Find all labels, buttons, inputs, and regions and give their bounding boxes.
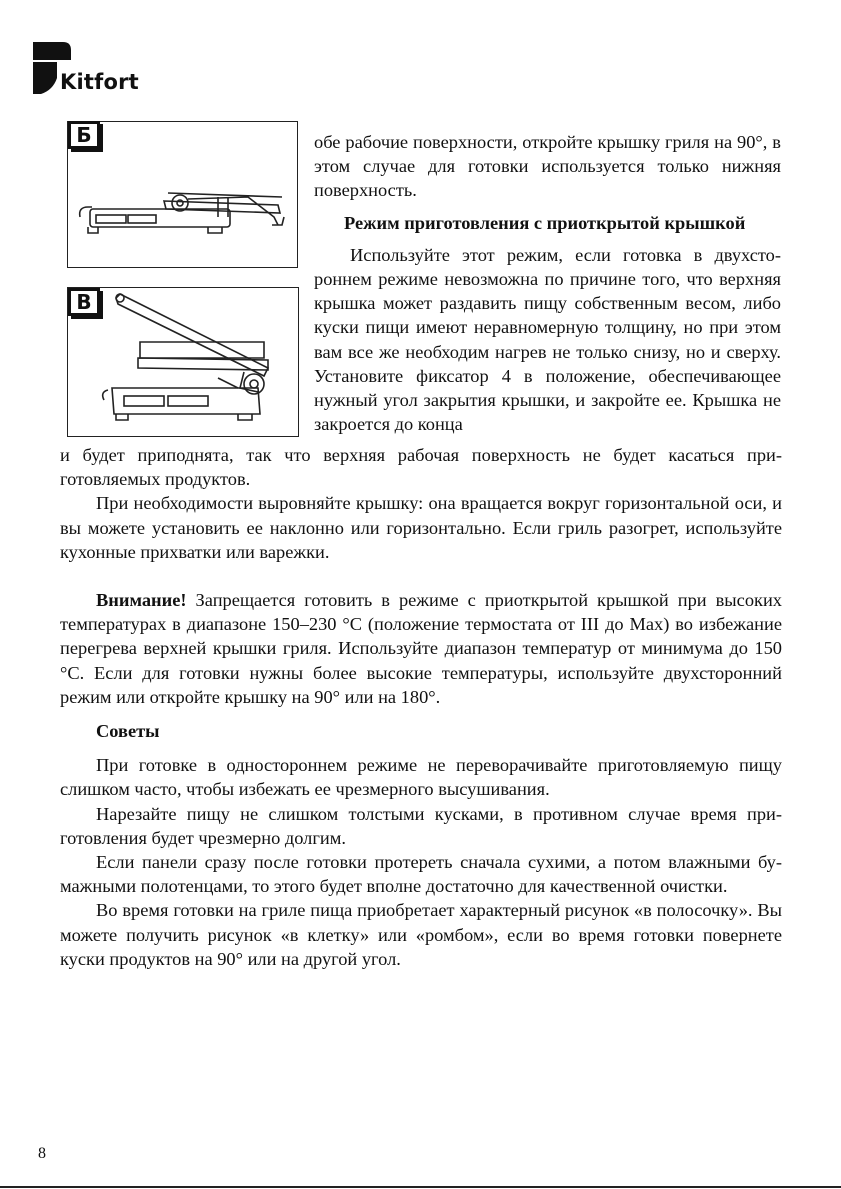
grill-half-open-illustration xyxy=(68,288,298,436)
bottom-rule xyxy=(0,1186,841,1188)
tip-4: Во время готовки на гриле пища приобретает характерный рисунок «в полосочку». Вы можете получить рисунок «в клетку» или «ромбом», если во время готовки повернете куски продуктов на 90° или на другой угол. xyxy=(60,900,782,969)
warning-paragraph xyxy=(60,588,782,709)
full-width-text xyxy=(60,443,782,971)
tip-3: Если панели сразу после готовки протереть сначала сухими, а потом влажными бумажными полотенцами, то этого будет вполне достаточно для качественной очистки. xyxy=(60,852,782,897)
section-heading: Режим приготовления с приоткрытой крышкой xyxy=(344,212,746,233)
paragraph-continuation: и будет приподнята, так что верхняя рабочая поверхность не будет касаться приготовляемых продуктов. xyxy=(60,445,782,490)
grill-open-flat-illustration xyxy=(68,121,297,267)
column-paragraph-1: обе рабочие поверхности, откройте крышку гриля на 90°, в этом случае для готовки используется только нижняя поверхность. xyxy=(314,132,781,201)
tips-heading: Советы xyxy=(96,721,160,742)
tip-2: Нарезайте пищу не слишком толстыми кусками, в противном случае время приготовления будет чрезмерно долгим. xyxy=(60,803,782,848)
column-text xyxy=(314,130,781,436)
figure-v-label: В xyxy=(68,288,100,316)
page-number: 8 xyxy=(38,1145,46,1162)
warning-text: Запрещается готовить в режиме с приоткрытой крышкой при высоких температурах в диапазоне 150–230 °C (положение термостата от III до Max) во избежание перегрева верхней крышки гриля. Используйте диапазон температур от минимума до 150 °C. Если для готовки нужны более высокие температуры, используйте двухсторонний режим или откройте крышку на 90° или на 180°. xyxy=(60,590,782,707)
warning-label: Внимание! xyxy=(96,590,187,611)
paragraph-adjust-lid: При необходимости выровняйте крышку: она вращается вокруг горизонтальной оси, и вы можете установить ее наклонно или горизонтально. Если гриль разогрет, используйте кухонные прихватки или варежки. xyxy=(60,493,782,562)
tip-1: При готовке в одностороннем режиме не переворачивайте приготовляемую пищу слишком часто, чтобы избежать ее чрезмерного высушивания. xyxy=(60,755,782,800)
column-paragraph-2: Используйте этот режим, если готовка в двухстороннем режиме невозможна по причине того, что верхняя крышка может раздавить пищу собственным весом, либо куски пищи имеют неравномерную толщину, но при этом вам все же необходим нагрев не только снизу, но и сверху. Установите фиксатор 4 в положение, обеспечивающее нужный угол закрытия крышки, и закройте ее. Крышка не закроется до конца xyxy=(314,244,781,435)
brand-name: Kitfort xyxy=(60,70,139,94)
figure-b-label: Б xyxy=(68,121,100,149)
figure-v xyxy=(67,287,299,437)
figure-b xyxy=(67,121,298,268)
